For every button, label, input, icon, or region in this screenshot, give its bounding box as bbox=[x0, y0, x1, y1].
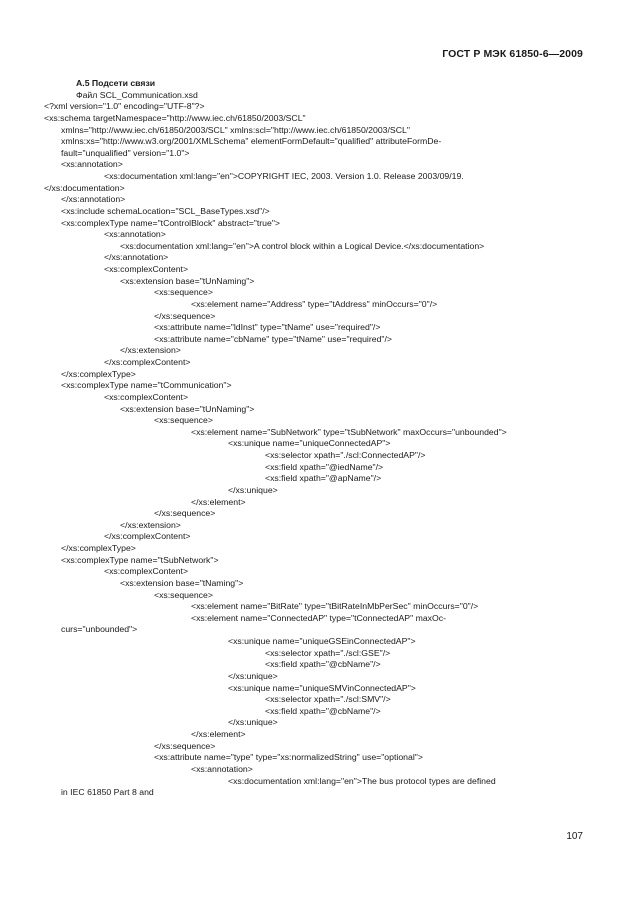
code-line: </xs:element> bbox=[191, 729, 246, 739]
code-line: <xs:unique name="uniqueSMVinConnectedAP"> bbox=[228, 682, 416, 693]
code-line: <xs:field xpath="@cbName"/> bbox=[265, 659, 381, 670]
code-line: curs="unbounded"> bbox=[61, 624, 138, 635]
code-line: </xs:sequence> bbox=[154, 740, 216, 751]
code-line: </xs:complexType> bbox=[61, 543, 136, 553]
code-line: </xs:annotation> bbox=[104, 252, 169, 263]
code-line: <xs:complexType name="tSubNetwork"> bbox=[61, 554, 219, 565]
code-line: <xs:documentation xml:lang="en">A control block within a Logical Device.</xs:documentation> bbox=[120, 240, 485, 251]
code-line: <xs:complexType name="tControlBlock" abstract="true"> bbox=[61, 217, 281, 228]
code-line: <xs:annotation> bbox=[104, 229, 166, 240]
code-line: <xs:annotation> bbox=[61, 159, 123, 170]
code-line: <xs:extension base="tNaming"> bbox=[120, 577, 244, 588]
code-line: <xs:unique name="uniqueConnectedAP"> bbox=[228, 438, 391, 449]
code-line: <xs:complexType name="tCommunication"> bbox=[61, 380, 232, 391]
code-line: <xs:field xpath="@apName"/> bbox=[265, 473, 382, 484]
code-line: </xs:sequence> bbox=[154, 310, 216, 321]
code-line: </xs:complexContent> bbox=[104, 357, 191, 367]
code-line: </xs:unique> bbox=[228, 670, 278, 681]
page-number: 107 bbox=[566, 831, 583, 842]
code-line: </xs:extension> bbox=[120, 345, 181, 356]
code-line: </xs:extension> bbox=[120, 519, 181, 530]
code-line: </xs:unique> bbox=[228, 717, 278, 728]
code-line: </xs:sequence> bbox=[154, 508, 216, 519]
code-line: <xs:element name="BitRate" type="tBitRateInMbPerSec" minOccurs="0"/> bbox=[191, 601, 479, 612]
code-line: <xs:field xpath="@cbName"/> bbox=[265, 705, 381, 716]
code-line: </xs:documentation> bbox=[44, 182, 125, 193]
code-line: <xs:include schemaLocation="SCL_BaseTypes.xsd"/> bbox=[61, 205, 270, 216]
code-line: <xs:attribute name="type" type="xs:normalizedString" use="optional"> bbox=[154, 752, 423, 763]
code-line: <xs:complexContent> bbox=[104, 264, 189, 274]
xsd-listing bbox=[0, 78, 630, 799]
code-line: <xs:sequence> bbox=[154, 589, 213, 600]
code-line: </xs:complexType> bbox=[61, 368, 136, 379]
code-line: </xs:complexContent> bbox=[104, 531, 191, 542]
code-line: <?xml version="1.0" encoding="UTF-8"?> bbox=[44, 101, 205, 112]
code-line: xmlns:xs="http://www.w3.org/2001/XMLSchema" elementFormDefault="qualified" attributeFormDe- bbox=[61, 136, 442, 147]
code-line: Файл SCL_Communication.xsd bbox=[76, 89, 198, 100]
code-line: xmlns="http://www.iec.ch/61850/2003/SCL" xmlns:scl="http://www.iec.ch/61850/2003/SCL" bbox=[61, 124, 410, 135]
code-line: <xs:extension base="tUnNaming"> bbox=[120, 275, 255, 286]
standard-header: ГОСТ Р МЭК 61850-6—2009 bbox=[442, 48, 583, 60]
code-line: <xs:annotation> bbox=[191, 763, 253, 774]
code-line: <xs:selector xpath="./scl:GSE"/> bbox=[265, 647, 391, 658]
code-line: <xs:attribute name="ldInst" type="tName" use="required"/> bbox=[154, 322, 381, 333]
code-line: <xs:complexContent> bbox=[104, 566, 189, 577]
code-line: <xs:documentation xml:lang="en">COPYRIGHT IEC, 2003. Version 1.0. Release 2003/09/19. bbox=[104, 171, 464, 181]
code-line: <xs:schema targetNamespace="http://www.iec.ch/61850/2003/SCL" bbox=[44, 112, 306, 123]
code-line: <xs:element name="SubNetwork" type="tSubNetwork" maxOccurs="unbounded"> bbox=[191, 426, 507, 437]
code-line: <xs:selector xpath="./scl:SMV"/> bbox=[265, 694, 391, 705]
code-line: </xs:annotation> bbox=[61, 194, 126, 205]
code-line: <xs:sequence> bbox=[154, 415, 213, 426]
code-line: in IEC 61850 Part 8 and bbox=[61, 787, 154, 798]
code-line: <xs:documentation xml:lang="en">The bus protocol types are defined bbox=[228, 775, 496, 786]
code-line: <xs:extension base="tUnNaming"> bbox=[120, 403, 255, 414]
code-line: <xs:unique name="uniqueGSEinConnectedAP"> bbox=[228, 636, 416, 646]
code-line: <xs:complexContent> bbox=[104, 391, 189, 402]
code-line: </xs:element> bbox=[191, 496, 246, 507]
code-line: <xs:element name="ConnectedAP" type="tConnectedAP" maxOc- bbox=[191, 612, 446, 623]
code-line: <xs:element name="Address" type="tAddress" minOccurs="0"/> bbox=[191, 298, 438, 309]
code-line: <xs:field xpath="@iedName"/> bbox=[265, 461, 384, 472]
code-line: fault="unqualified" version="1.0"> bbox=[61, 147, 190, 158]
code-line: <xs:selector xpath="./scl:ConnectedAP"/> bbox=[265, 450, 426, 460]
section-heading: А.5 Подсети связи bbox=[76, 78, 156, 88]
code-line: <xs:attribute name="cbName" type="tName" use="required"/> bbox=[154, 333, 392, 344]
code-line: <xs:sequence> bbox=[154, 287, 213, 298]
code-line: </xs:unique> bbox=[228, 484, 278, 495]
